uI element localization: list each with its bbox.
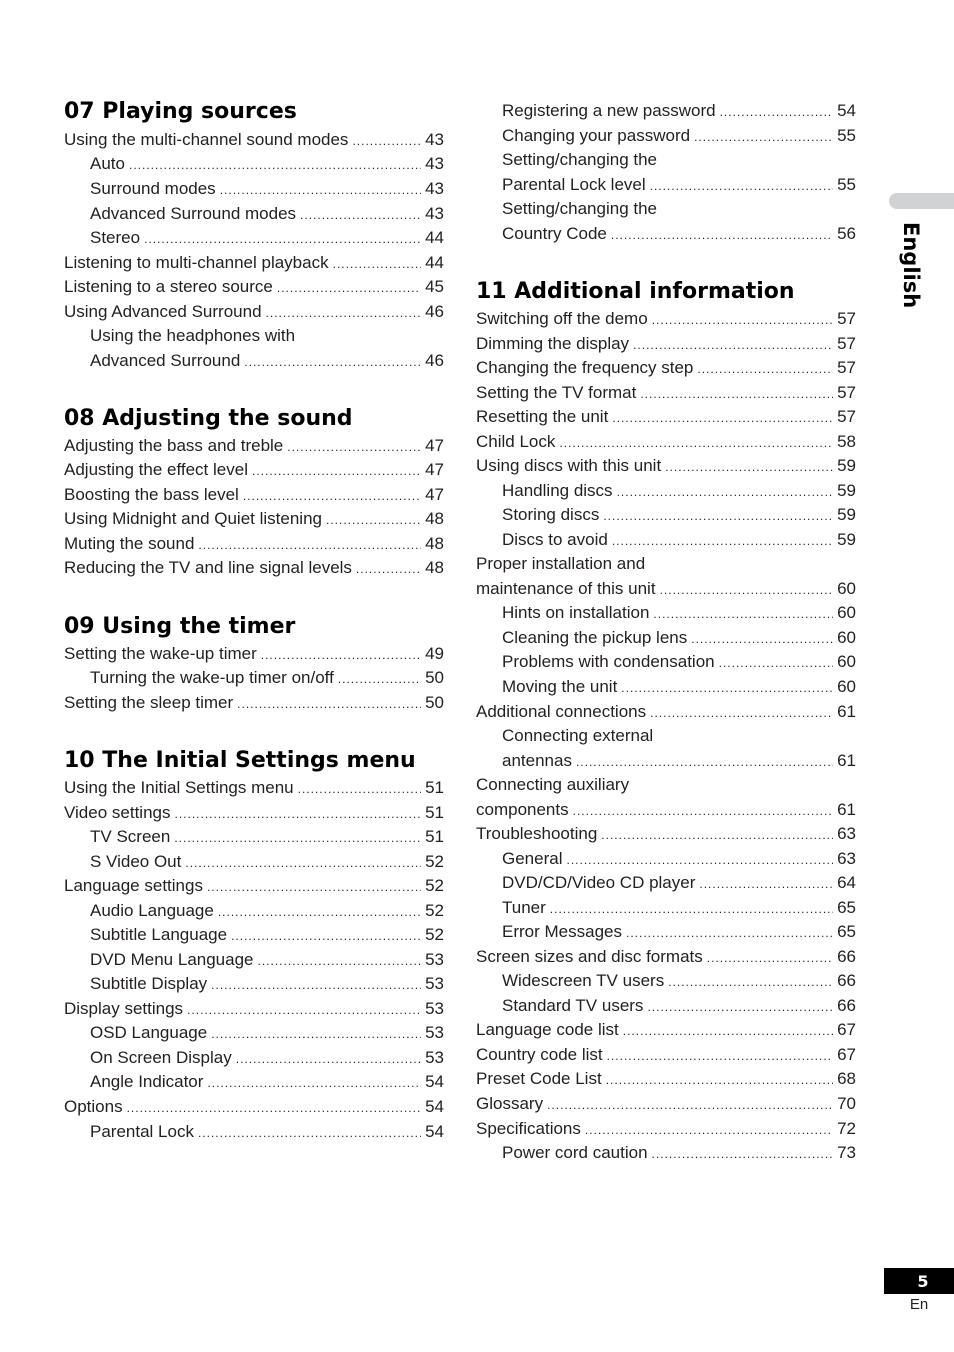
toc-entry[interactable]: Audio Language ..... 52 [90, 899, 444, 923]
toc-entry[interactable]: Video settings ..... 51 [64, 801, 444, 825]
toc-entry[interactable]: Error Messages ..... 65 [502, 920, 856, 944]
toc-entry[interactable]: DVD Menu Language ..... 53 [90, 948, 444, 972]
toc-entry[interactable]: Advanced Surround modes ..... 43 [90, 202, 444, 226]
toc-entry[interactable]: Screen sizes and disc formats ..... 66 [476, 945, 856, 969]
toc-entry[interactable]: Adjusting the bass and treble ..... 47 [64, 434, 444, 458]
toc-entry[interactable]: Setting the TV format ..... 57 [476, 381, 856, 405]
toc-entry[interactable]: General ..... 63 [502, 847, 856, 871]
toc-entry[interactable]: Storing discs ..... 59 [502, 503, 856, 527]
toc-entry[interactable]: Using the headphones with [90, 326, 296, 345]
toc-entry[interactable]: Connecting external [502, 726, 654, 745]
toc-entry[interactable]: Using Advanced Surround ..... 46 [64, 300, 444, 324]
toc-entry[interactable]: Listening to a stereo source ..... 45 [64, 275, 444, 299]
toc-entry[interactable]: Boosting the bass level ..... 47 [64, 483, 444, 507]
toc-entry[interactable]: Advanced Surround ..... 46 [90, 349, 444, 373]
toc-entry[interactable]: Standard TV users ..... 66 [502, 994, 856, 1018]
section-title-additional-info: 11 Additional information [476, 279, 795, 304]
toc-entry[interactable]: Using the Initial Settings menu ..... 51 [64, 776, 444, 800]
toc-entry[interactable]: Stereo ..... 44 [90, 226, 444, 250]
toc-entry[interactable]: Subtitle Display ..... 53 [90, 972, 444, 996]
toc-entry[interactable]: Dimming the display ..... 57 [476, 332, 856, 356]
toc-entry[interactable]: Troubleshooting ..... 63 [476, 822, 856, 846]
page-number-box [884, 1268, 954, 1294]
toc-entry[interactable]: Widescreen TV users ..... 66 [502, 969, 856, 993]
toc-entry[interactable]: Reducing the TV and line signal levels ..... 48 [64, 556, 444, 580]
toc-entry[interactable]: Language code list ..... 67 [476, 1018, 856, 1042]
toc-entry[interactable]: Preset Code List ..... 68 [476, 1067, 856, 1091]
toc-entry[interactable]: Tuner ..... 65 [502, 896, 856, 920]
toc-entry[interactable]: TV Screen ..... 51 [90, 825, 444, 849]
toc-entry[interactable]: Country Code ..... 56 [502, 222, 856, 246]
toc-entry[interactable]: Power cord caution ..... 73 [502, 1141, 856, 1165]
toc-entry[interactable]: Options ..... 54 [64, 1095, 444, 1119]
toc-entry[interactable]: OSD Language ..... 53 [90, 1021, 444, 1045]
toc-entry[interactable]: Cleaning the pickup lens ..... 60 [502, 626, 856, 650]
language-side-tab [889, 193, 954, 209]
toc-entry[interactable]: Specifications ..... 72 [476, 1117, 856, 1141]
toc-entry[interactable]: Discs to avoid ..... 59 [502, 528, 856, 552]
toc-entry[interactable]: Handling discs ..... 59 [502, 479, 856, 503]
toc-entry[interactable]: Moving the unit ..... 60 [502, 675, 856, 699]
toc-entry[interactable]: antennas ..... 61 [502, 749, 856, 773]
toc-entry[interactable]: Problems with condensation ..... 60 [502, 650, 856, 674]
toc-entry[interactable]: Using Midnight and Quiet listening ..... 48 [64, 507, 444, 531]
toc-entry[interactable]: Angle Indicator ..... 54 [90, 1070, 444, 1094]
toc-entry[interactable]: Setting the wake-up timer ..... 49 [64, 642, 444, 666]
toc-entry[interactable]: Subtitle Language ..... 52 [90, 923, 444, 947]
toc-entry[interactable]: DVD/CD/Video CD player ..... 64 [502, 871, 856, 895]
page-language-code: En [909, 1296, 929, 1313]
section-title-adjusting-sound: 08 Adjusting the sound [64, 406, 353, 431]
toc-entry[interactable]: Display settings ..... 53 [64, 997, 444, 1021]
toc-entry[interactable]: Using discs with this unit ..... 59 [476, 454, 856, 478]
toc-entry[interactable]: Changing the frequency step ..... 57 [476, 356, 856, 380]
toc-entry[interactable]: Setting the sleep timer ..... 50 [64, 691, 444, 715]
toc-entry[interactable]: Switching off the demo ..... 57 [476, 307, 856, 331]
toc-entry[interactable]: Proper installation and [476, 554, 646, 573]
toc-entry[interactable]: Changing your password ..... 55 [502, 124, 856, 148]
toc-entry[interactable]: Listening to multi-channel playback ..... 44 [64, 251, 444, 275]
toc-entry[interactable]: Country code list ..... 67 [476, 1043, 856, 1067]
toc-entry[interactable]: Resetting the unit ..... 57 [476, 405, 856, 429]
toc-entry[interactable]: Auto ..... 43 [90, 152, 444, 176]
toc-entry[interactable]: On Screen Display ..... 53 [90, 1046, 444, 1070]
toc-entry[interactable]: Setting/changing the [502, 199, 658, 218]
toc-entry[interactable]: Child Lock ..... 58 [476, 430, 856, 454]
page-number: 5 [917, 1271, 929, 1291]
toc-entry[interactable]: Hints on installation ..... 60 [502, 601, 856, 625]
toc-entry[interactable]: Additional connections ..... 61 [476, 700, 856, 724]
toc-entry[interactable]: Registering a new password ..... 54 [502, 99, 856, 123]
language-side-label: English [899, 222, 923, 309]
section-title-initial-settings: 10 The Initial Settings menu [64, 748, 416, 773]
toc-entry[interactable]: Glossary ..... 70 [476, 1092, 856, 1116]
toc-entry[interactable]: Using the multi-channel sound modes ..... 43 [64, 128, 444, 152]
toc-entry[interactable]: Setting/changing the [502, 150, 658, 169]
toc-entry[interactable]: Parental Lock ..... 54 [90, 1120, 444, 1144]
section-title-using-timer: 09 Using the timer [64, 614, 296, 639]
toc-entry[interactable]: Connecting auxiliary [476, 775, 630, 794]
toc-entry[interactable]: maintenance of this unit ..... 60 [476, 577, 856, 601]
toc-entry[interactable]: Muting the sound ..... 48 [64, 532, 444, 556]
toc-entry[interactable]: Parental Lock level ..... 55 [502, 173, 856, 197]
toc-entry[interactable]: Adjusting the effect level ..... 47 [64, 458, 444, 482]
toc-entry[interactable]: Turning the wake-up timer on/off ..... 50 [90, 666, 444, 690]
toc-entry[interactable]: Surround modes ..... 43 [90, 177, 444, 201]
toc-entry[interactable]: S Video Out ..... 52 [90, 850, 444, 874]
section-title-playing-sources: 07 Playing sources [64, 99, 297, 124]
toc-entry[interactable]: components ..... 61 [476, 798, 856, 822]
toc-entry[interactable]: Language settings ..... 52 [64, 874, 444, 898]
